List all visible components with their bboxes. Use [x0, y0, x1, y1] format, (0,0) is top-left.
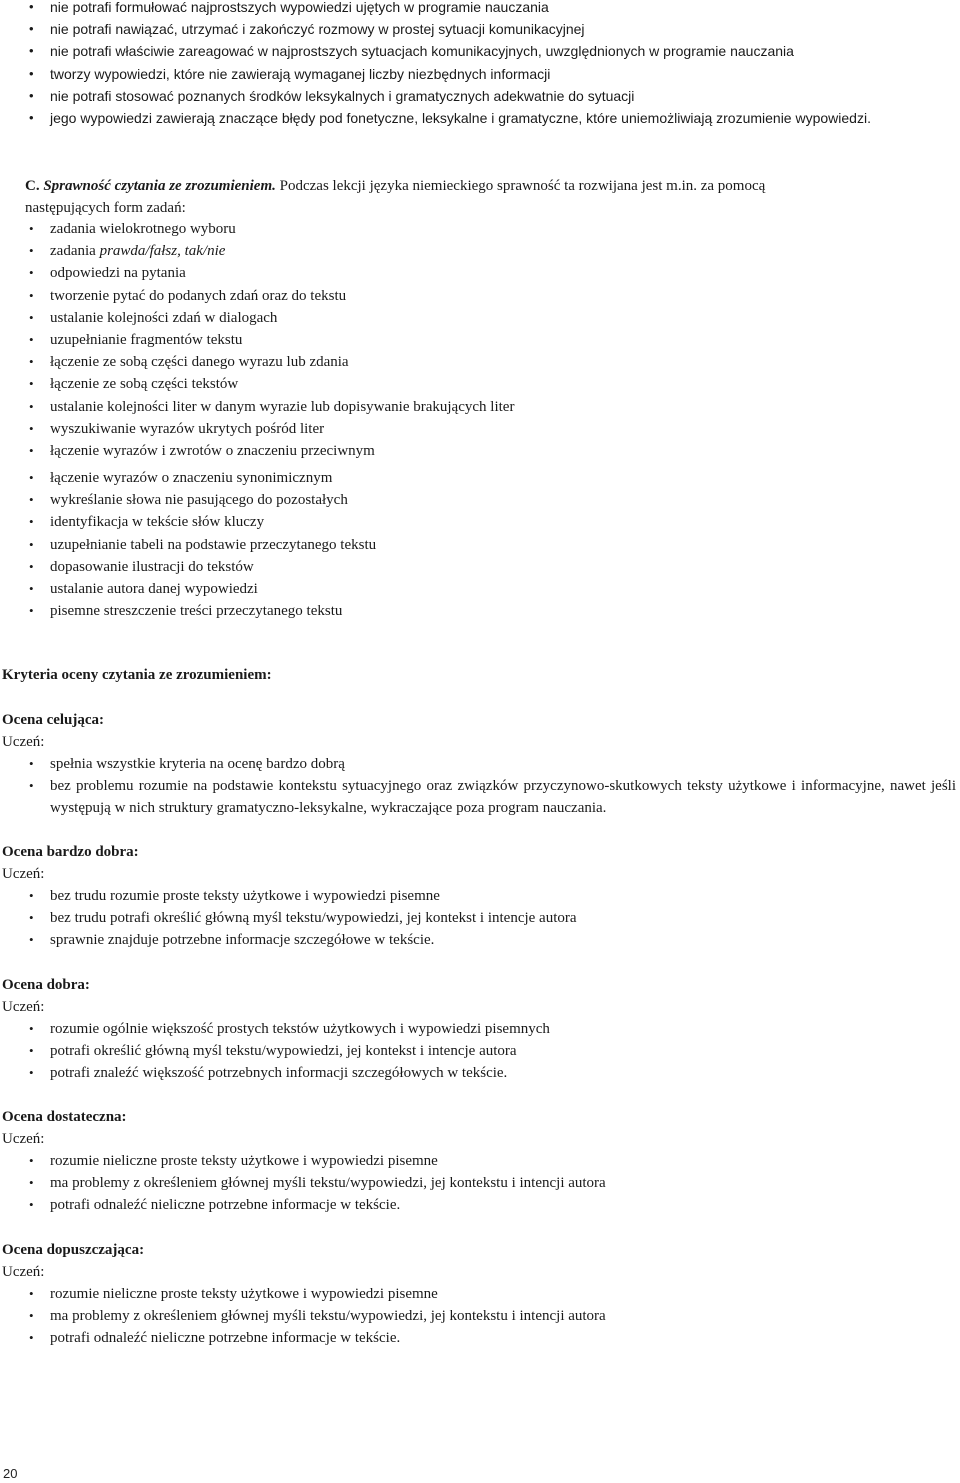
- list-item: • rozumie nieliczne proste teksty użytkowe i wypowiedzi pisemne: [0, 1150, 960, 1172]
- section-intro-line1: Podczas lekcji języka niemieckiego sprawność ta rozwijana jest m.in. za pomocą: [279, 178, 766, 194]
- list-item: • ustalanie autora danej wypowiedzi: [0, 578, 900, 600]
- list-item: • łączenie wyrazów i zwrotów o znaczeniu przeciwnym: [0, 440, 900, 462]
- task-forms-list-b: [0, 467, 900, 622]
- item-prefix: zadania: [50, 243, 100, 260]
- list-item: • bez trudu rozumie proste teksty użytkowe i wypowiedzi pisemne: [0, 885, 960, 907]
- list-item: • uzupełnianie fragmentów tekstu: [0, 329, 900, 351]
- grade-block-bardzo-dobra: [0, 841, 960, 952]
- grade-title: Ocena dopuszczająca:: [2, 1242, 145, 1258]
- grade-criteria-list: [0, 885, 960, 952]
- list-item: • tworzy wypowiedzi, które nie zawierają wymaganej liczby niezbędnych informacji: [0, 63, 900, 85]
- grade-title: Ocena bardzo dobra:: [2, 844, 139, 860]
- list-item: • łączenie ze sobą części danego wyrazu lub zdania: [0, 351, 900, 373]
- list-item: • identyfikacja w tekście słów kluczy: [0, 511, 900, 533]
- section-label: C.: [25, 178, 40, 194]
- grade-block-dostateczna: [0, 1106, 960, 1217]
- item-italic: prawda/fałsz, tak/nie: [99, 243, 226, 260]
- grade-criteria-list: [0, 1150, 960, 1217]
- list-item: • ma problemy z określeniem głównej myśli tekstu/wypowiedzi, jej kontekstu i intencji autora: [0, 1305, 960, 1327]
- list-item: • pisemne streszczenie treści przeczytanego tekstu: [0, 600, 900, 622]
- list-item: • rozumie nieliczne proste teksty użytkowe i wypowiedzi pisemne: [0, 1283, 960, 1305]
- list-item: • zadania wielokrotnego wyboru: [0, 218, 900, 240]
- list-item: • nie potrafi stosować poznanych środków leksykalnych i gramatycznych adekwatnie do sytuacji: [0, 85, 900, 107]
- uczen-label: Uczeń:: [2, 1131, 45, 1147]
- uczen-label: Uczeń:: [2, 999, 45, 1015]
- list-item: • bez trudu potrafi określić główną myśl tekstu/wypowiedzi, jej kontekst i intencje autora: [0, 907, 960, 929]
- list-item: • łączenie ze sobą części tekstów: [0, 373, 900, 395]
- list-item: • rozumie ogólnie większość prostych tekstów użytkowych i wypowiedzi pisemnych: [0, 1018, 960, 1040]
- list-item: • nie potrafi nawiązać, utrzymać i zakończyć rozmowy w prostej sytuacji komunikacyjnej: [0, 18, 900, 40]
- list-item: • ma problemy z określeniem głównej myśli tekstu/wypowiedzi, jej kontekstu i intencji autora: [0, 1172, 960, 1194]
- section-intro-line2: następujących form zadań:: [25, 200, 186, 216]
- section-c-intro: [25, 175, 935, 219]
- list-item: • ustalanie kolejności liter w danym wyrazie lub dopisywanie brakujących liter: [0, 396, 900, 418]
- grade-title: Ocena celująca:: [2, 712, 105, 728]
- list-item: [0, 240, 900, 262]
- list-item: • sprawnie znajduje potrzebne informacje szczegółowe w tekście.: [0, 929, 960, 951]
- list-item: • jego wypowiedzi zawierają znaczące błędy pod fonetyczne, leksykalne i gramatyczne, które uniemożliwiają zrozumienie wypowiedzi.: [0, 107, 900, 130]
- grade-block-celujaca: [0, 709, 960, 820]
- list-item: • tworzenie pytać do podanych zdań oraz do tekstu: [0, 285, 900, 307]
- uczen-label: Uczeń:: [2, 866, 45, 882]
- criteria-heading: Kryteria oceny czytania ze zrozumieniem:: [2, 667, 272, 683]
- list-item: • potrafi określić główną myśl tekstu/wypowiedzi, jej kontekst i intencje autora: [0, 1040, 960, 1062]
- uczen-label: Uczeń:: [2, 1264, 45, 1280]
- list-item: • wyszukiwanie wyrazów ukrytych pośród liter: [0, 418, 900, 440]
- list-item: • uzupełnianie tabeli na podstawie przeczytanego tekstu: [0, 534, 900, 556]
- list-item: • nie potrafi formułować najprostszych wypowiedzi ujętych w programie nauczania: [0, 0, 900, 18]
- grade-criteria-list: [0, 1018, 960, 1085]
- grade-block-dobra: [0, 974, 960, 1085]
- list-item: • wykreślanie słowa nie pasującego do pozostałych: [0, 489, 900, 511]
- list-item: • odpowiedzi na pytania: [0, 262, 900, 284]
- grade-block-dopuszczajaca: [0, 1239, 960, 1350]
- grade-title: Ocena dostateczna:: [2, 1109, 127, 1125]
- uczen-label: Uczeń:: [2, 734, 45, 750]
- grade-criteria-list: [0, 1283, 960, 1350]
- list-item: • dopasowanie ilustracji do tekstów: [0, 556, 900, 578]
- task-forms-list-a: [0, 218, 900, 462]
- list-item: • łączenie wyrazów o znaczeniu synonimicznym: [0, 467, 900, 489]
- list-item: • potrafi znaleźć większość potrzebnych informacji szczegółowych w tekście.: [0, 1062, 960, 1084]
- list-item: • nie potrafi właściwie zareagować w najprostszych sytuacjach komunikacyjnych, uwzględnionych w programie nauczania: [0, 40, 900, 62]
- list-item: • bez problemu rozumie na podstawie kontekstu sytuacyjnego oraz związków przyczynowo-skutkowych teksty użytkowe i informacyjne, nawet jeśli występują w nich struktury gramatyczno-leksykalne, wykraczające poza program nauczania.: [0, 775, 958, 819]
- section-title: Sprawność czytania ze zrozumieniem.: [43, 178, 276, 194]
- grade-criteria-list: [0, 753, 958, 820]
- grade-title: Ocena dobra:: [2, 977, 90, 993]
- list-item: • ustalanie kolejności zdań w dialogach: [0, 307, 900, 329]
- top-bullet-list: [0, 0, 900, 130]
- list-item: • potrafi odnaleźć nieliczne potrzebne informacje w tekście.: [0, 1327, 960, 1349]
- page-number: 20: [3, 1466, 18, 1481]
- list-item: • potrafi odnaleźć nieliczne potrzebne informacje w tekście.: [0, 1194, 960, 1216]
- list-item: • spełnia wszystkie kryteria na ocenę bardzo dobrą: [0, 753, 958, 775]
